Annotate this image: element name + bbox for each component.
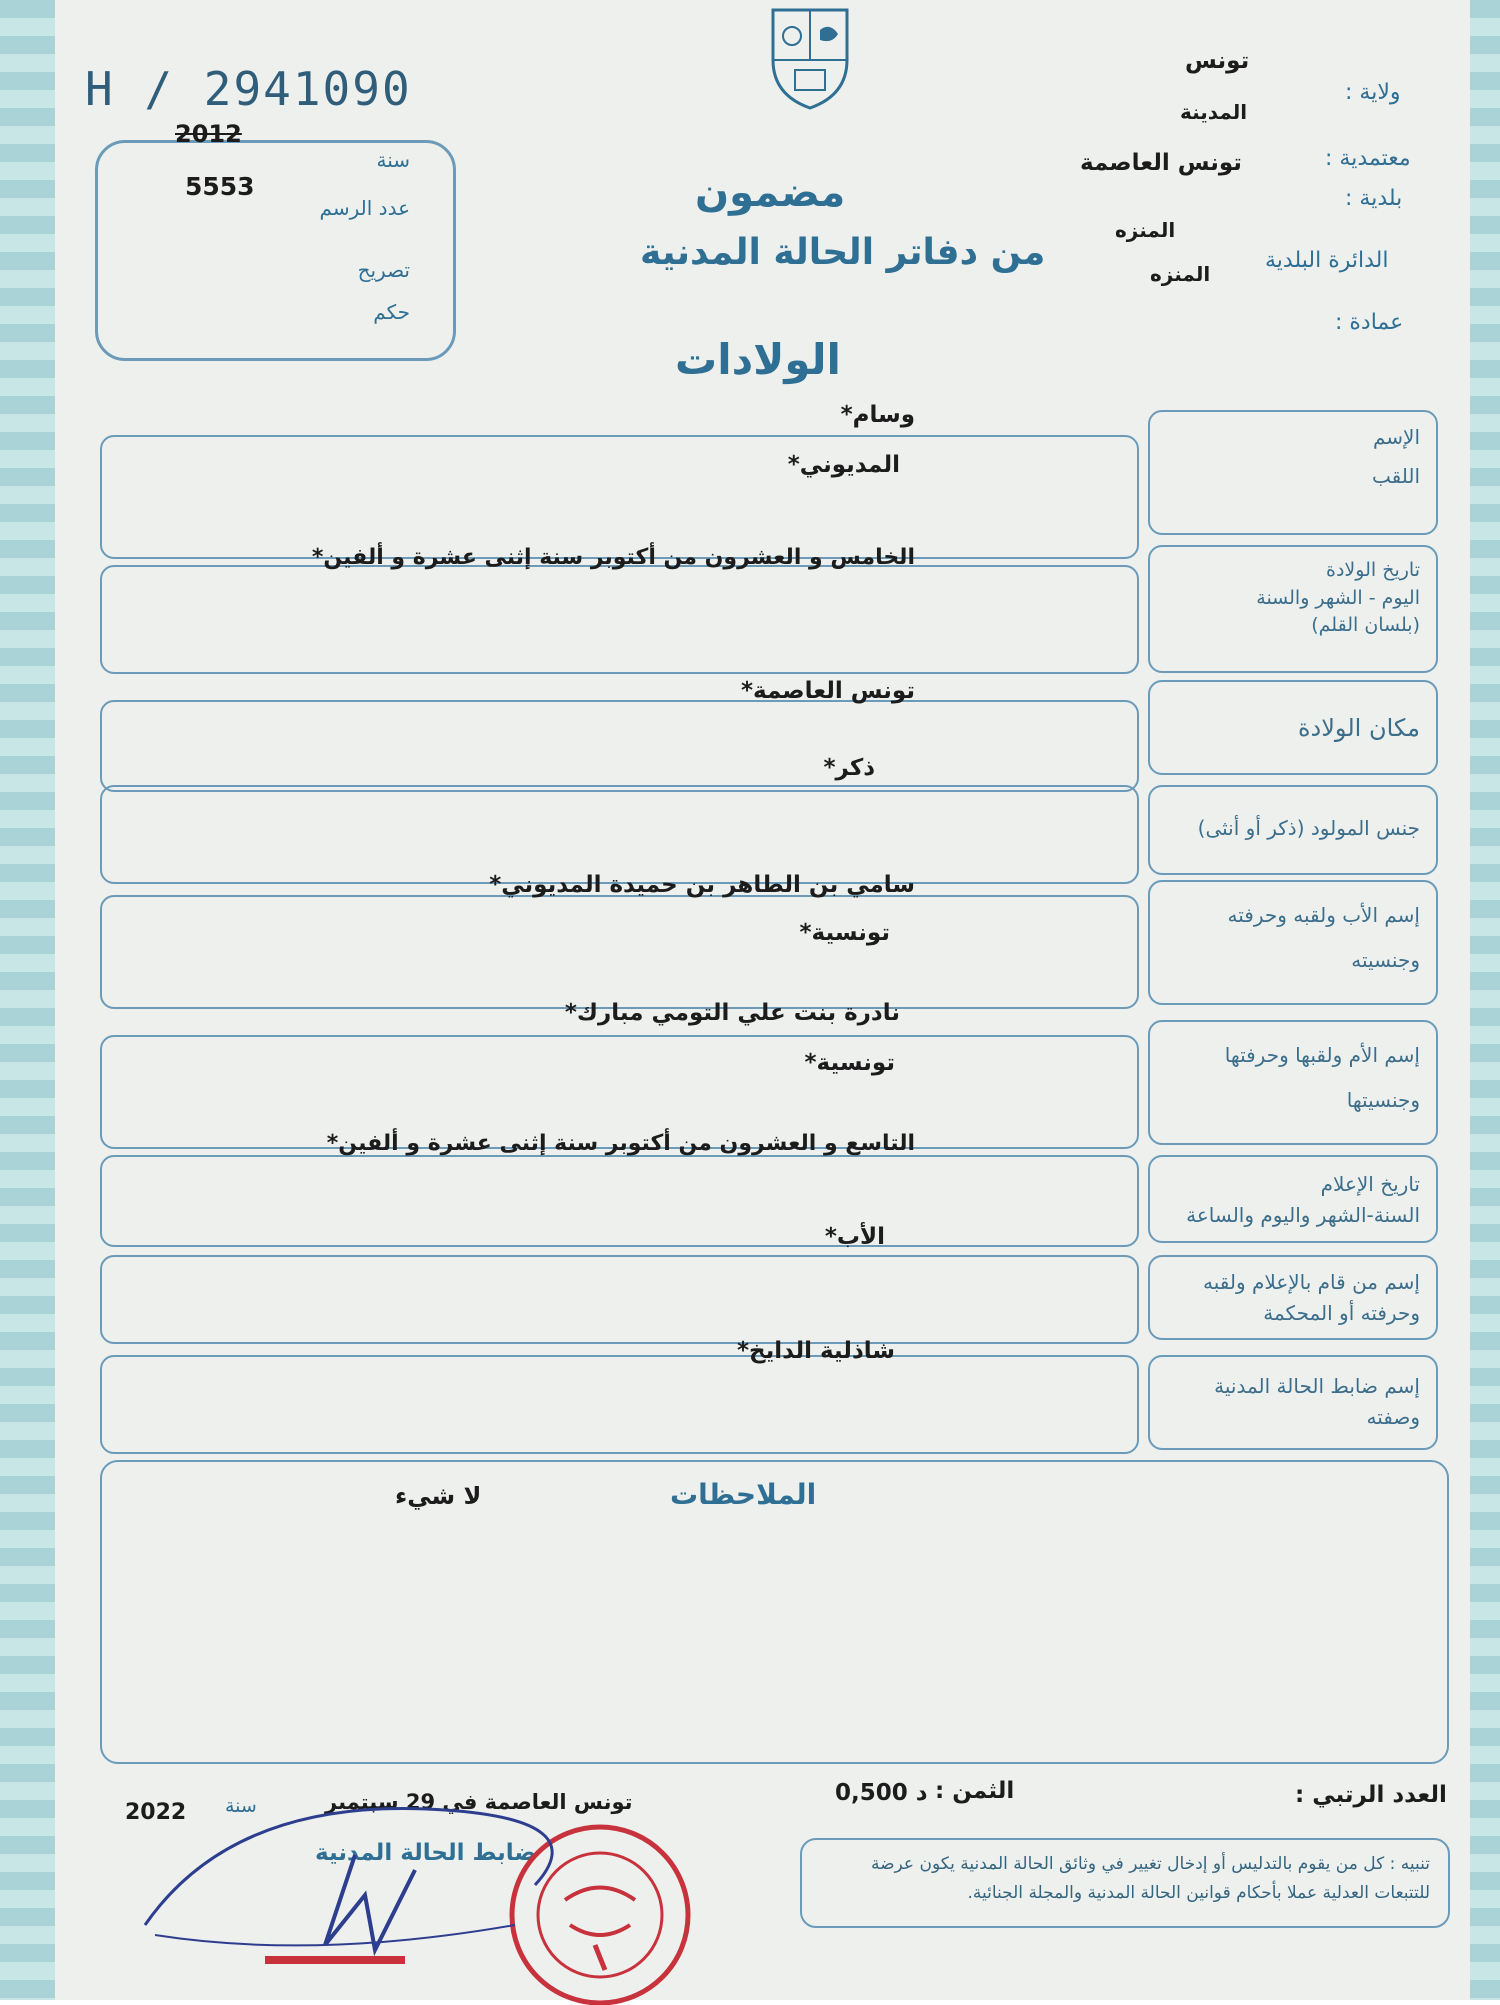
section-title-births: الولادات xyxy=(675,335,841,384)
field-label-box xyxy=(1148,1355,1438,1450)
box-label-judgment: حكم xyxy=(373,300,410,324)
birth-certificate-sheet xyxy=(55,0,1470,2000)
field-row-birth-place xyxy=(100,680,1470,795)
field-value-mother-nationality: تونسية* xyxy=(804,1050,895,1076)
field-box xyxy=(100,700,1139,792)
field-label: إسم الأب ولقبه وحرفته xyxy=(1227,903,1420,927)
legal-warning xyxy=(800,1838,1450,1928)
wilaya-label: ولاية : xyxy=(1345,80,1401,105)
field-label-box xyxy=(1148,1020,1438,1145)
district-label: الدائرة البلدية xyxy=(1265,248,1389,273)
field-label: الإسم xyxy=(1372,425,1420,449)
field-value-last-name: المديوني* xyxy=(787,452,900,478)
wilaya-value: تونس xyxy=(1185,48,1250,74)
field-box xyxy=(100,1255,1139,1344)
field-label: إسم الأم ولقبها وحرفتها xyxy=(1224,1043,1420,1067)
field-label-box xyxy=(1148,680,1438,775)
box-label-fee: عدد الرسم xyxy=(319,196,410,220)
officer-signature-icon xyxy=(115,1775,635,1975)
title-summary: مضمون xyxy=(695,170,846,216)
field-label: وحرفته أو المحكمة xyxy=(1263,1301,1420,1325)
title-registers: من دفاتر الحالة المدنية xyxy=(640,232,1046,273)
field-label: تاريخ الإعلام xyxy=(1320,1172,1420,1196)
field-row-sex xyxy=(100,755,1470,885)
field-value-birth-date: الخامس و العشرون من أكتوبر سنة إثنى عشرة و ألفين* xyxy=(311,545,915,570)
field-value-sex: ذكر* xyxy=(823,755,875,781)
field-value-mother-name: نادرة بنت علي التومي مبارك* xyxy=(564,1000,900,1026)
field-box xyxy=(100,565,1139,674)
price-value: 0,500 د xyxy=(835,1780,928,1806)
municipality-label: بلدية : xyxy=(1345,186,1403,211)
field-label: السنة-الشهر واليوم والساعة xyxy=(1186,1203,1420,1227)
medina-value: المدينة xyxy=(1180,100,1248,124)
field-label: وجنسيتها xyxy=(1346,1088,1420,1112)
delegation-label: معتمدية : xyxy=(1325,146,1411,171)
field-row-officer xyxy=(100,1338,1470,1450)
field-value-declarant: الأب* xyxy=(824,1224,885,1250)
field-label: مكان الولادة xyxy=(1297,714,1420,742)
field-label-box xyxy=(1148,545,1438,673)
field-label: اللقب xyxy=(1371,464,1420,488)
field-label-box xyxy=(1148,880,1438,1005)
field-box xyxy=(100,785,1139,884)
field-value-birth-place: تونس العاصمة* xyxy=(741,678,915,704)
notes-value: لا شيء xyxy=(395,1482,482,1510)
price-label: الثمن : xyxy=(935,1778,1015,1804)
warning-line: للتتبعات العدلية عملا بأحكام قوانين الحالة المدنية والمجلة الجنائية. xyxy=(967,1882,1430,1903)
field-box xyxy=(100,435,1139,559)
field-row-father xyxy=(100,872,1470,1010)
field-label-box xyxy=(1148,1255,1438,1340)
field-box xyxy=(100,895,1139,1009)
field-row-birth-date xyxy=(100,545,1470,675)
field-label: إسم ضابط الحالة المدنية xyxy=(1214,1374,1420,1398)
serial-label: العدد الرتبي : xyxy=(1295,1782,1447,1808)
field-row-declaration-date xyxy=(100,1131,1470,1245)
delegation-value: تونس العاصمة xyxy=(1080,150,1242,176)
field-value-father-name: سامي بن الطاهر بن حميدة المديوني* xyxy=(489,872,915,898)
field-box xyxy=(100,1155,1139,1247)
field-label: (بلسان القلم) xyxy=(1311,614,1420,637)
district-value: المنزه xyxy=(1150,262,1211,286)
fee-number: 5553 xyxy=(185,172,255,201)
field-label-box xyxy=(1148,410,1438,535)
notes-label: الملاحظات xyxy=(670,1478,817,1511)
field-row-name xyxy=(100,402,1470,560)
municipality-value: المنزه xyxy=(1115,218,1176,242)
omda-label: عمادة : xyxy=(1335,310,1404,335)
year-label: سنة xyxy=(225,1795,257,1817)
field-label: جنس المولود (ذكر أو أنثى) xyxy=(1197,816,1420,840)
registration-year: 2012 xyxy=(175,120,242,148)
field-label-box xyxy=(1148,785,1438,875)
registration-info-box xyxy=(95,140,456,361)
serial-number: H / 2941090 xyxy=(85,62,412,116)
field-value-father-nationality: تونسية* xyxy=(799,920,890,946)
field-row-declarant xyxy=(100,1224,1470,1345)
field-value-first-name: وسام* xyxy=(840,402,915,428)
tunisia-emblem-icon xyxy=(765,0,855,110)
box-label-year: سنة xyxy=(376,148,410,172)
field-label: إسم من قام بالإعلام ولقبه xyxy=(1203,1270,1420,1294)
officer-label: ضابط الحالة المدنية xyxy=(315,1840,537,1866)
field-label-box xyxy=(1148,1155,1438,1243)
field-value-declaration-date: التاسع و العشرون من أكتوبر سنة إثنى عشرة و ألفين* xyxy=(326,1131,915,1156)
field-box xyxy=(100,1355,1139,1454)
warning-line: تنبيه : كل من يقوم بالتدليس أو إدخال تغيير في وثائق الحالة المدنية يكون عرضة xyxy=(871,1854,1430,1874)
field-label: وجنسيته xyxy=(1351,948,1420,972)
year-value: 2022 xyxy=(125,1800,187,1825)
box-label-declaration: تصريح xyxy=(357,258,410,282)
field-label: اليوم - الشهر والسنة xyxy=(1256,586,1420,609)
field-value-officer: شاذلية الدايخ* xyxy=(737,1338,895,1364)
place-date: تونس العاصمة في 29 سبتمبر xyxy=(325,1790,633,1814)
field-label: وصفته xyxy=(1366,1405,1420,1429)
field-label: تاريخ الولادة xyxy=(1326,559,1420,581)
